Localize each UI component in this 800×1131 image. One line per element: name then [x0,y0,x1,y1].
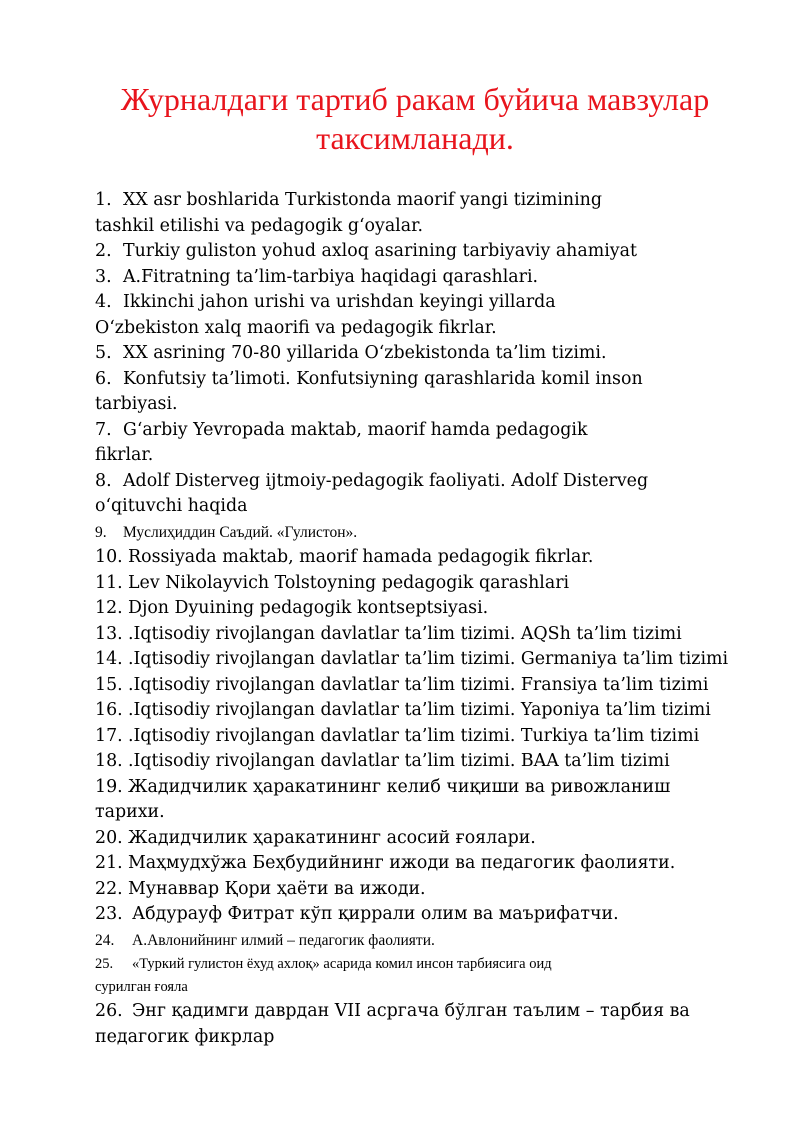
topic-text-line-1: .Iqtisodiy rivojlangan davlatlar ta’lim tizimi. Yaponiya ta’lim tizimi [128,700,711,720]
topic-item-22 [95,877,745,903]
topic-text-line-1: XX asrining 70-80 yillarida O‘zbekistonda ta’lim tizimi. [123,343,607,363]
topic-item-3 [95,265,745,291]
topic-text-line-1: Adolf Disterveg ijtmoiy-pedagogik faoliyati. Adolf Disterveg [123,470,649,491]
topic-number: 7. [95,419,112,440]
topic-text-line-1: Жадидчилик ҳаракатининг асосий ғоялари. [128,827,536,848]
topic-number: 15. [95,674,123,695]
topic-item-25 [95,953,745,999]
topic-number: 12. [95,598,123,618]
topic-number: 16. [95,700,123,720]
topic-text-line-1: .Iqtisodiy rivojlangan davlatlar ta’lim tizimi. Turkiya ta’lim tizimi [128,725,700,746]
topic-item-4 [95,290,745,341]
topic-item-26 [95,999,745,1050]
title-line-1: Журналдаги тартиб ракам буйича мавзулар [120,81,710,117]
topic-text-line-1: Rossiyada maktab, maorif hamada pedagogik fikrlar. [128,547,594,567]
topic-text-line-1: .Iqtisodiy rivojlangan davlatlar ta’lim tizimi. BAA ta’lim tizimi [128,751,670,771]
topic-item-16 [95,698,745,724]
topic-number: 17. [95,725,123,746]
topic-text-line-1: G‘arbiy Yevropada maktab, maorif hamda pedagogik [123,419,588,440]
title-line-2: таксимланади. [316,120,514,156]
topic-text-line-1: Энг қадимги даврдан VII асргача бўлган таълим – тарбия ва [132,1001,690,1021]
topic-number: 9. [95,523,107,541]
topic-text-line-2: сурилган ғояла [95,979,188,995]
page-title [60,80,770,158]
topic-item-7 [95,418,745,469]
topic-number: 1. [95,190,112,210]
topic-number: 22. [95,878,123,899]
topic-number: 6. [95,368,112,389]
topic-item-9 [95,520,745,546]
topic-number: 20. [95,827,123,848]
topic-item-24 [95,928,745,954]
topic-item-5 [95,341,745,367]
topic-number: 23. [95,904,123,924]
topic-text-line-1: .Iqtisodiy rivojlangan davlatlar ta’lim tizimi. Germaniya ta’lim tizimi [128,649,729,669]
topic-text-line-1: Turkiy guliston yohud axloq asarining tarbiyaviy ahamiyat [123,241,637,261]
topic-list [95,188,745,1050]
topic-number: 25. [95,956,114,972]
topic-number: 10. [95,547,123,567]
topic-text-line-1: Konfutsiy ta’limoti. Konfutsiyning qarashlarida komil inson [123,368,643,389]
topic-item-19 [95,775,745,826]
topic-item-11 [95,571,745,597]
topic-item-2 [95,239,745,265]
topic-number: 14. [95,649,123,669]
topic-number: 5. [95,343,112,363]
topic-item-23 [95,902,745,928]
topic-text-line-1: Абдурауф Фитрат кўп қиррали олим ва маърифатчи. [132,904,619,924]
topic-item-8 [95,469,745,520]
topic-text-line-2: o‘qituvchi haqida [95,496,248,516]
topic-number: 2. [95,241,112,261]
topic-text-line-1: Жадидчилик ҳаракатининг келиб чиқиши ва ривожланиш [128,776,671,797]
topic-text-line-1: Ikkinchi jahon urishi va urishdan keyingi yillarda [123,292,556,312]
topic-text-line-2: педагогик фикрлар [95,1026,275,1047]
topic-text-line-1: «Туркий гулистон ёхуд ахлоқ» асарида комил инсон тарбиясига оид [132,956,552,972]
topic-text-line-2: тарихи. [95,802,165,822]
topic-item-15 [95,673,745,699]
topic-number: 21. [95,853,123,873]
topic-item-18 [95,749,745,775]
topic-text-line-1: A.Fitratning ta’lim-tarbiya haqidagi qarashlari. [123,266,539,287]
topic-item-14 [95,647,745,673]
topic-number: 13. [95,623,123,644]
topic-number: 11. [95,572,123,593]
topic-number: 19. [95,776,123,797]
topic-item-13 [95,622,745,648]
topic-number: 3. [95,266,112,287]
topic-item-17 [95,724,745,750]
topic-text-line-1: Djon Dyuining pedagogik kontseptsiyasi. [128,598,489,618]
topic-item-20 [95,826,745,852]
topic-item-12 [95,596,745,622]
topic-text-line-1: Муслиҳиддин Саъдий. «Гулистон». [123,523,358,541]
topic-item-1 [95,188,745,239]
topic-number: 24. [95,931,115,949]
topic-item-21 [95,851,745,877]
topic-text-line-1: .Iqtisodiy rivojlangan davlatlar ta’lim tizimi. AQSh ta’lim tizimi [128,623,682,644]
topic-text-line-1: .Iqtisodiy rivojlangan davlatlar ta’lim tizimi. Fransiya ta’lim tizimi [128,674,709,695]
topic-number: 18. [95,751,123,771]
topic-text-line-2: tarbiyasi. [95,394,178,414]
topic-text-line-2: O‘zbekiston xalq maorifi va pedagogik fikrlar. [95,317,497,338]
topic-text-line-1: Lev Nikolayvich Tolstoyning pedagogik qarashlari [128,572,570,593]
topic-number: 26. [95,1001,123,1021]
topic-text-line-1: Мунаввар Қори ҳаёти ва ижоди. [128,878,426,899]
topic-text-line-2: tashkil etilishi va pedagogik g‘oyalar. [95,215,424,236]
topic-number: 4. [95,292,112,312]
topic-text-line-1: А.Авлонийнинг илмий – педагогик фаолияти. [132,931,435,949]
topic-text-line-1: Маҳмудхўжа Беҳбудийнинг ижоди ва педагогик фаолияти. [128,853,676,873]
topic-number: 8. [95,470,112,491]
topic-text-line-2: fikrlar. [95,445,154,465]
topic-item-6 [95,367,745,418]
topic-text-line-1: XX asr boshlarida Turkistonda maorif yangi tizimining [123,190,603,210]
topic-item-10 [95,545,745,571]
